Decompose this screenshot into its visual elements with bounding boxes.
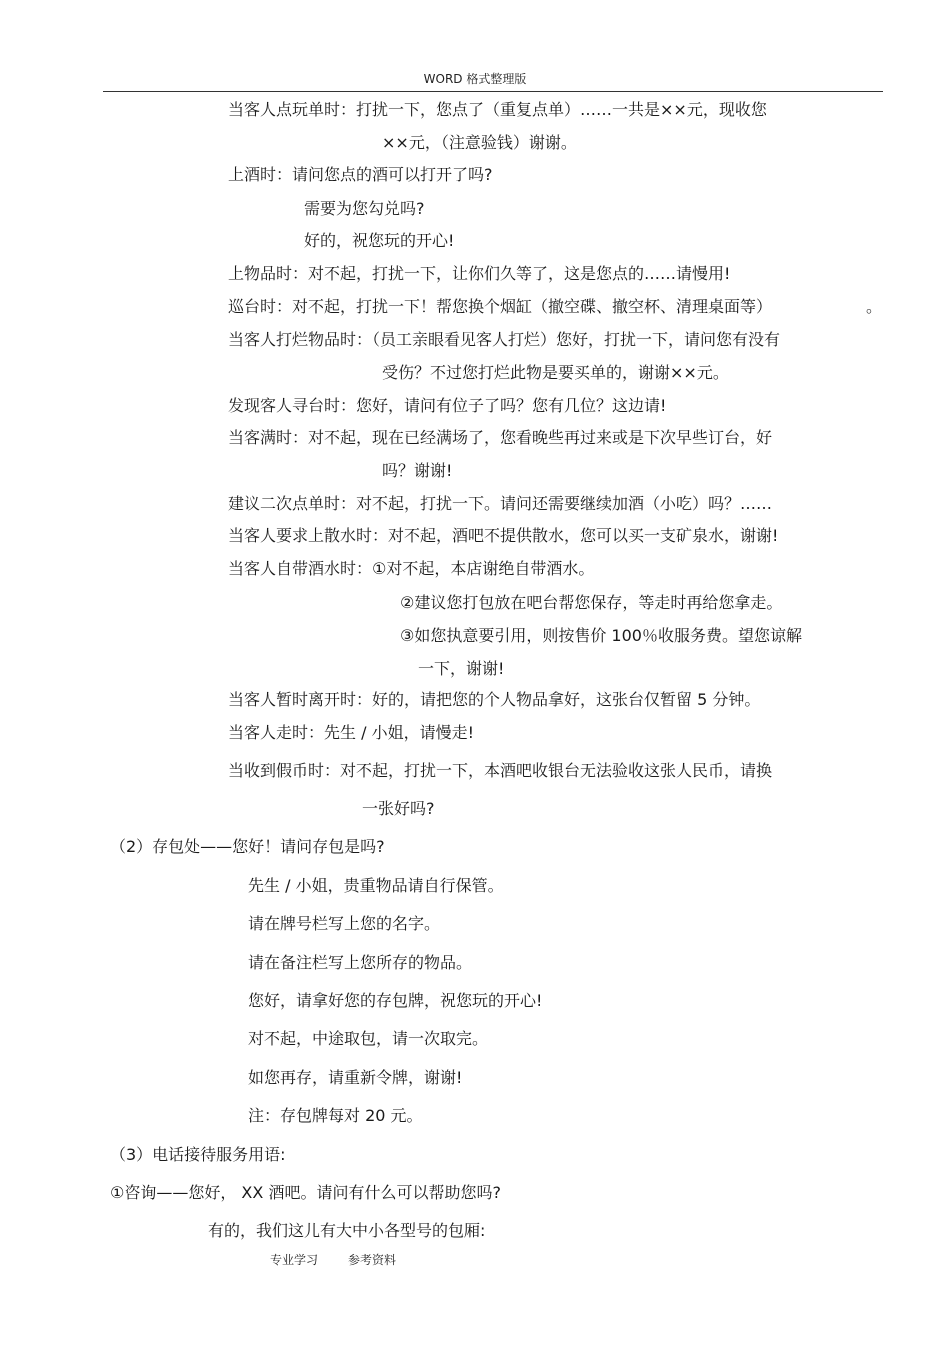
section-heading: （3）电话接待服务用语: bbox=[110, 1145, 286, 1164]
text-line: 对不起，中途取包，请一次取完。 bbox=[248, 1029, 489, 1048]
text-line: 请在备注栏写上您所存的物品。 bbox=[248, 953, 473, 972]
page-header: WORD 格式整理版 bbox=[423, 72, 527, 86]
text-line: 请在牌号栏写上您的名字。 bbox=[248, 914, 441, 933]
text-line: 发现客人寻台时：您好，请问有位子了吗？您有几位？这边请! bbox=[228, 396, 667, 415]
text-line: 当客满时：对不起，现在已经满场了，您看晚些再过来或是下次早些订台，好 bbox=[228, 428, 773, 447]
text-line: 当客人走时：先生 / 小姐，请慢走! bbox=[228, 723, 474, 742]
text-line: ××元，（注意验钱）谢谢。 bbox=[382, 133, 577, 152]
text-line: ③如您执意要引用，则按售价 100％收服务费。望您谅解 bbox=[400, 626, 802, 645]
text-line: 受伤？不过您打烂此物是要买单的，谢谢××元。 bbox=[382, 363, 729, 382]
text-line: 当收到假币时：对不起，打扰一下，本酒吧收银台无法验收这张人民币，请换 bbox=[228, 761, 773, 780]
text-line: 巡台时：对不起，打扰一下！帮您换个烟缸（撤空碟、撤空杯、清理桌面等） bbox=[228, 297, 773, 316]
header-divider bbox=[103, 91, 883, 92]
text-line: 先生 / 小姐，贵重物品请自行保管。 bbox=[248, 876, 504, 895]
text-line: 当客人暂时离开时：好的，请把您的个人物品拿好，这张台仅暂留 5 分钟。 bbox=[228, 690, 761, 709]
text-line: 当客人自带酒水时：①对不起，本店谢绝自带酒水。 bbox=[228, 559, 595, 578]
text-line: 建议二次点单时：对不起，打扰一下。请问还需要继续加酒（小吃）吗？…… bbox=[228, 494, 773, 513]
text-line: 当客人要求上散水时：对不起，酒吧不提供散水，您可以买一支矿泉水，谢谢! bbox=[228, 526, 779, 545]
footer-right: 参考资料 bbox=[348, 1253, 397, 1267]
text-line: 注：存包牌每对 20 元。 bbox=[248, 1106, 423, 1125]
text-line: 当客人打烂物品时：（员工亲眼看见客人打烂）您好，打扰一下，请问您有没有 bbox=[228, 330, 781, 349]
text-line: 。 bbox=[866, 297, 883, 316]
text-line: 一张好吗? bbox=[362, 799, 435, 818]
text-line: 当客人点玩单时：打扰一下，您点了（重复点单）……一共是××元，现收您 bbox=[228, 100, 767, 119]
text-line: ①咨询——您好， XX 酒吧。请问有什么可以帮助您吗? bbox=[110, 1183, 501, 1202]
text-line: 吗？谢谢! bbox=[382, 461, 453, 480]
text-line: ②建议您打包放在吧台帮您保存，等走时再给您拿走。 bbox=[400, 593, 783, 612]
text-line: 一下，谢谢! bbox=[418, 659, 505, 678]
footer-left: 专业学习 bbox=[270, 1253, 319, 1267]
section-heading: （2）存包处——您好！请问存包是吗? bbox=[110, 837, 385, 856]
text-line: 需要为您勾兑吗? bbox=[304, 199, 425, 218]
text-line: 如您再存，请重新令牌，谢谢! bbox=[248, 1068, 463, 1087]
text-line: 上物品时：对不起，打扰一下，让你们久等了，这是您点的……请慢用! bbox=[228, 264, 731, 283]
text-line: 上酒时：请问您点的酒可以打开了吗? bbox=[228, 165, 493, 184]
text-line: 有的，我们这儿有大中小各型号的包厢: bbox=[208, 1221, 486, 1240]
text-line: 好的，祝您玩的开心! bbox=[304, 231, 455, 250]
text-line: 您好，请拿好您的存包牌，祝您玩的开心! bbox=[248, 991, 543, 1010]
